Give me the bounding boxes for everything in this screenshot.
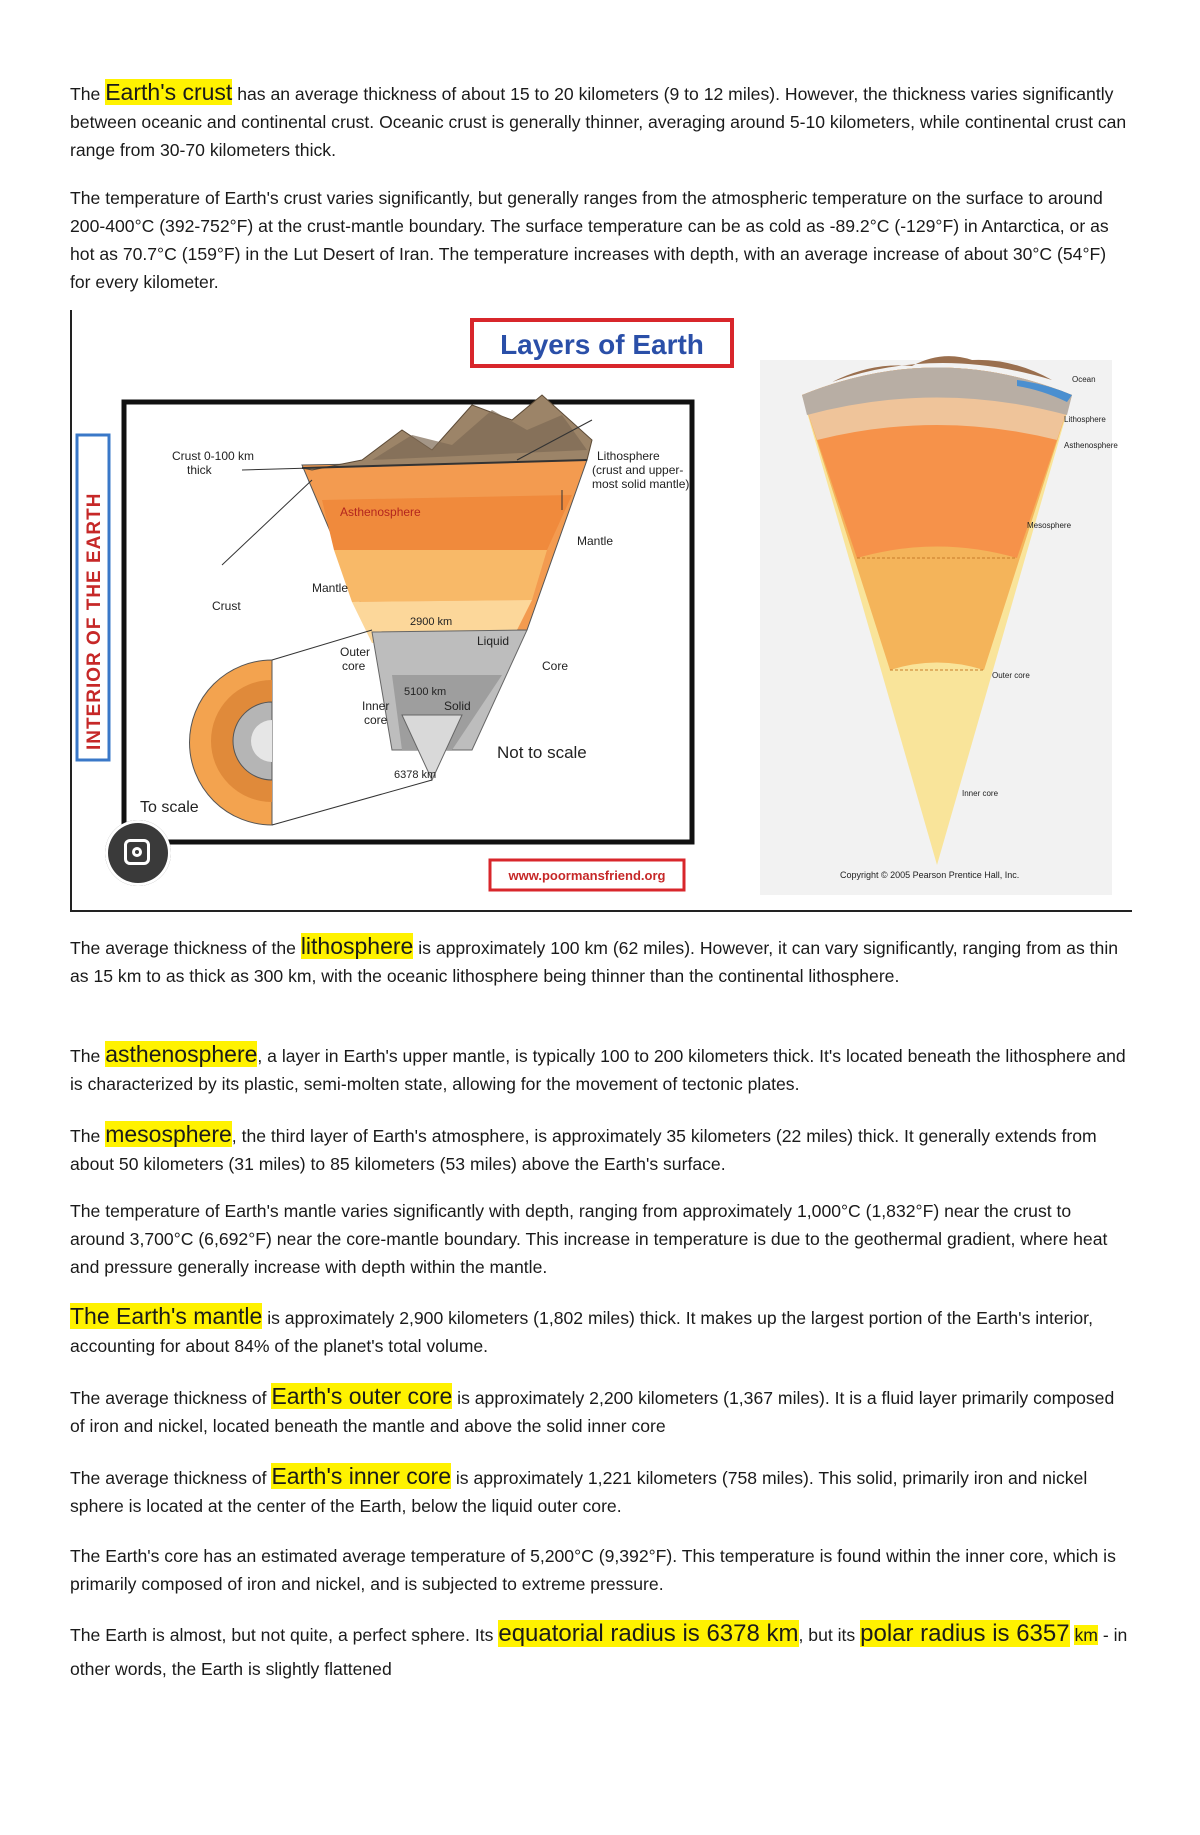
earth-layers-figure [70,310,1132,912]
paragraph-crust-temperature: The temperature of Earth's crust varies significantly, but generally ranges from the atmospheric temperature on the surface to around 200-400°C (392-752°F) at the crust-mantle boundary. The surface temperature can be as cold as -89.2°C (-129°F) in Antarctica, or as hot as 70.7°C (159°F) in the Lut Desert of Iran. The temperature increases with depth, with an average increase of about 30°C (54°F) for every kilometer. [70,188,1109,292]
highlight-earths-mantle: The Earth's mantle [70,1303,263,1329]
label-outer-core-2: core [342,659,366,673]
highlight-lithosphere: lithosphere [300,933,414,959]
text: has an average thickness of about 15 to 20 kilometers (9 to 12 miles). However, the thickness varies significantly between oceanic and continental crust. Oceanic crust is generally thinner, averaging around 5-10 kilometers, while continental crust can range from 30-70 kilometers thick. [70,84,1127,160]
text: The average thickness of [70,1468,272,1488]
label-inner-core-1: Inner [362,699,390,713]
label-asthenosphere: Asthenosphere [340,505,421,519]
label-crust-thick-2: thick [187,463,212,477]
wedge-label-ocean: Ocean [1072,375,1096,384]
paragraph-outer-core [70,1382,1130,1440]
label-lithosphere-1: Lithosphere [597,449,660,463]
highlight-asthenosphere: asthenosphere [105,1041,258,1067]
wedge-copyright: Copyright © 2005 Pearson Prentice Hall, Inc. [840,870,1020,880]
label-outer-core-1: Outer [340,645,371,659]
highlight-earths-crust: Earth's crust [105,79,233,105]
label-solid: Solid [444,699,471,713]
text: The average thickness of the [70,938,301,958]
paragraph-mesosphere [70,1120,1130,1178]
label-not-to-scale: Not to scale [497,743,587,762]
wedge-label-outer-core: Outer core [992,671,1030,680]
text: The [70,84,106,104]
paragraph-mantle-temperature: The temperature of Earth's mantle varies significantly with depth, ranging from approximately 1,000°C (1,832°F) near the crust to around 3,700°C (6,692°F) near the core-mantle boundary. This increase in temperature is due to the geothermal gradient, where heat and pressure generally increase with depth within the mantle. [70,1201,1108,1277]
paragraph-radius [70,1618,1130,1686]
text: , a layer in Earth's upper mantle, is typically 100 to 200 kilometers thick. It's located beneath the lithosphere and is characterized by its plastic, semi-molten state, allowing for the movement of tectonic plates. [70,1046,1126,1094]
label-to-scale: To scale [140,799,199,816]
wedge-label-mesosphere: Mesosphere [1027,521,1072,530]
paragraph-core-temperature: The Earth's core has an estimated average temperature of 5,200°C (9,392°F). This temperature is found within the inner core, which is primarily composed of iron and nickel, and is subjected to extreme pressure. [70,1546,1116,1594]
text: The average thickness of [70,1388,272,1408]
highlight-polar-radius: polar radius is 6357 [860,1620,1070,1647]
label-crust-thick-1: Crust 0-100 km [172,449,255,463]
text: is approximately 2,200 kilometers (1,367 miles). It is a fluid layer primarily composed of iron and nickel, located beneath the mantle and above the solid inner core [70,1388,1115,1436]
highlight-inner-core: Earth's inner core [271,1463,451,1489]
wedge-label-asthenosphere: Asthenosphere [1064,441,1118,450]
text: - in other words, the Earth is slightly flattened [70,1625,1128,1679]
label-liquid: Liquid [477,634,510,648]
label-6378km: 6378 km [394,769,437,781]
text: is approximately 2,900 kilometers (1,802 miles) thick. It makes up the largest portion of the Earth's interior, accounting for about 84% of the planet's total volume. [70,1308,1093,1356]
paragraph-mantle [70,1302,1130,1360]
website-label: www.poormansfriend.org [508,868,666,883]
text: is approximately 100 km (62 miles). However, it can vary significantly, ranging from as thin as 15 km to as thick as 300 km, with the oceanic lithosphere being thinner than the continental lithosphere. [70,938,1119,986]
label-lithosphere-2: (crust and upper- [592,463,684,477]
paragraph-crust-thickness [70,78,1130,164]
highlight-mesosphere: mesosphere [105,1121,232,1147]
text: The Earth is almost, but not quite, a perfect sphere. Its [70,1625,499,1645]
text: , but its [798,1625,861,1645]
label-inner-core-2: core [364,713,388,727]
paragraph-inner-core [70,1462,1130,1520]
side-title: INTERIOR OF THE EARTH [84,492,105,750]
label-mantle-left: Mantle [312,581,349,595]
text: , the third layer of Earth's atmosphere, is approximately 35 kilometers (22 miles) thick. It generally extends from about 50 kilometers (31 miles) to 85 kilometers (53 miles) above the Earth's surface. [70,1126,1097,1174]
earth-layers-illustration [72,310,1132,910]
paragraph-lithosphere [70,932,1130,990]
figure-title: Layers of Earth [500,329,704,360]
text: The [70,1126,106,1146]
highlight-equatorial-radius: equatorial radius is 6378 km [498,1620,799,1647]
text: is approximately 1,221 kilometers (758 miles). This solid, primarily iron and nickel sphere is located at the center of the Earth, below the liquid outer core. [70,1468,1088,1516]
wedge-label-lithosphere: Lithosphere [1064,415,1106,424]
label-core: Core [542,659,569,673]
google-lens-icon[interactable] [105,820,171,886]
label-5100km: 5100 km [404,686,447,698]
highlight-km: km [1074,1625,1098,1645]
label-crust-left: Crust [212,599,241,613]
text: The [70,1046,106,1066]
label-mantle-right: Mantle [577,534,614,548]
label-lithosphere-3: most solid mantle) [592,477,690,491]
paragraph-asthenosphere [70,1040,1130,1098]
wedge-label-inner-core: Inner core [962,789,999,798]
label-2900km: 2900 km [410,616,453,628]
highlight-outer-core: Earth's outer core [271,1383,453,1409]
